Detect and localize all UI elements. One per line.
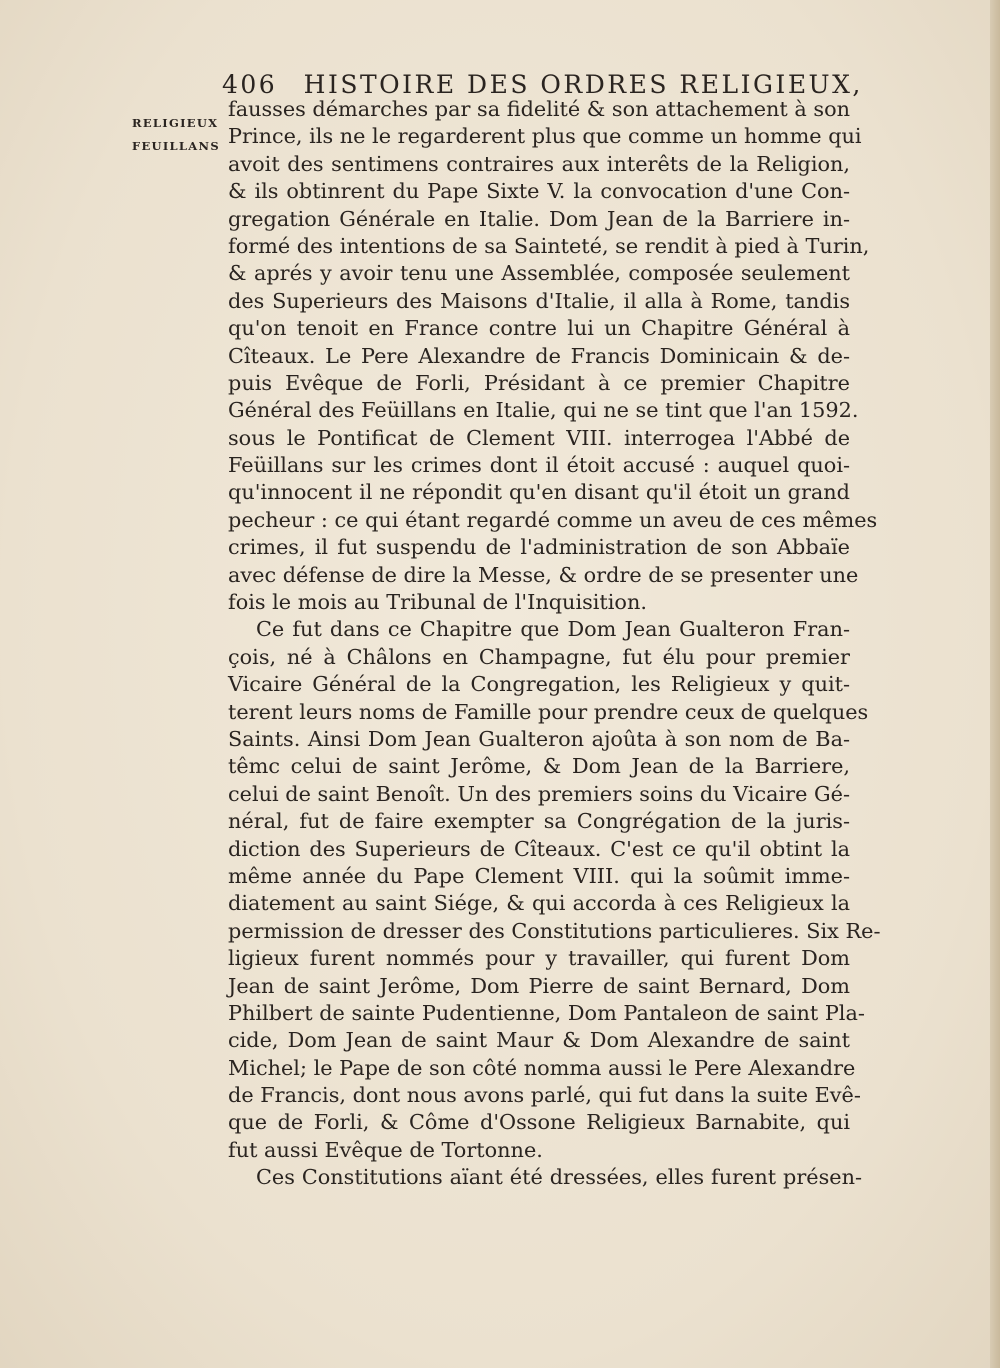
text-line: avoit des sentimens contraires aux interêts de la Religion, — [228, 151, 850, 176]
text-line: Prince, ils ne le regarderent plus que comme un homme qui — [228, 124, 862, 149]
text-line: celui de saint Benoît. Un des premiers soins du Vicaire Gé- — [228, 781, 850, 806]
text-line: que de Forli, & Côme d'Ossone Religieux Barnabite, qui — [228, 1110, 850, 1135]
text-line: cide, Dom Jean de saint Maur & Dom Alexandre de saint — [228, 1028, 850, 1053]
text-line: & ils obtinrent du Pape Sixte V. la convocation d'une Con- — [228, 179, 850, 204]
text-line: terent leurs noms de Famille pour prendre ceux de quelques — [228, 699, 869, 724]
text-line: crimes, il fut suspendu de l'administration de son Abbaïe — [228, 535, 850, 560]
text-line: avec défense de dire la Messe, & ordre de se presenter une — [228, 562, 859, 587]
text-line: & aprés y avoir tenu une Assemblée, composée seulement — [228, 261, 850, 286]
text-line: des Superieurs des Maisons d'Italie, il alla à Rome, tandis — [228, 288, 850, 313]
text-line: fois le mois au Tribunal de l'Inquisition. — [228, 590, 647, 615]
running-title: HISTOIRE DES ORDRES RELIGIEUX, — [303, 70, 863, 99]
text-line: Jean de saint Jerôme, Dom Pierre de saint Bernard, Dom — [228, 973, 850, 998]
margin-note-line: FEUILLANS — [132, 139, 220, 153]
text-line: têmc celui de saint Jerôme, & Dom Jean de la Barriere, — [228, 754, 850, 779]
body-text — [228, 96, 881, 1192]
text-line: qu'on tenoit en France contre lui un Chapitre Général à — [228, 316, 850, 341]
margin-note-line: RELIGIEUX — [132, 116, 219, 130]
text-line: Cîteaux. Le Pere Alexandre de Francis Dominicain & de- — [228, 343, 850, 368]
text-line: puis Evêque de Forli, Présidant à ce premier Chapitre — [228, 370, 850, 395]
text-line: Ces Constitutions aïant été dressées, elles furent présen- — [256, 1165, 862, 1190]
text-line: permission de dresser des Constitutions particulieres. Six Re- — [228, 918, 881, 943]
page-edge — [990, 0, 1000, 1368]
text-line: qu'innocent il ne répondit qu'en disant qu'il étoit un grand — [228, 480, 850, 505]
text-line: Michel; le Pape de son côté nomma aussi le Pere Alexandre — [228, 1055, 856, 1080]
margin-note — [132, 112, 228, 158]
text-line: sous le Pontificat de Clement VIII. interrogea l'Abbé de — [228, 425, 850, 450]
text-line: Philbert de sainte Pudentienne, Dom Pantaleon de saint Pla- — [228, 1000, 865, 1025]
text-line: néral, fut de faire exempter sa Congrégation de la juris- — [228, 809, 850, 834]
text-line: Général des Feüillans en Italie, qui ne se tint que l'an 1592. — [228, 398, 859, 423]
text-line: Saints. Ainsi Dom Jean Gualteron ajoûta à son nom de Ba- — [228, 726, 850, 751]
text-line: diction des Superieurs de Cîteaux. C'est ce qu'il obtint la — [228, 836, 850, 861]
text-line: Feüillans sur les crimes dont il étoit accusé : auquel quoi- — [228, 453, 850, 478]
text-line: çois, né à Châlons en Champagne, fut élu pour premier — [228, 644, 850, 669]
text-line: fausses démarches par sa fidelité & son attachement à son — [228, 97, 850, 121]
text-line: formé des intentions de sa Sainteté, se rendit à pied à Turin, — [228, 233, 870, 258]
text-line: même année du Pape Clement VIII. qui la soûmit imme- — [228, 863, 850, 888]
text-line: fut aussi Evêque de Tortonne. — [228, 1137, 543, 1162]
text-line: Vicaire Général de la Congregation, les Religieux y quit- — [228, 672, 850, 697]
page-number: 406 — [222, 70, 278, 99]
text-line: pecheur : ce qui étant regardé comme un aveu de ces mêmes — [228, 507, 878, 532]
text-line: ligieux furent nommés pour y travailler, qui furent Dom — [228, 946, 850, 971]
text-line: de Francis, dont nous avons parlé, qui fut dans la suite Evê- — [228, 1083, 861, 1108]
text-line: gregation Générale en Italie. Dom Jean de la Barriere in- — [228, 206, 850, 231]
text-line: Ce fut dans ce Chapitre que Dom Jean Gualteron Fran- — [256, 617, 850, 642]
text-line: diatement au saint Siége, & qui accorda à ces Religieux la — [228, 891, 850, 916]
